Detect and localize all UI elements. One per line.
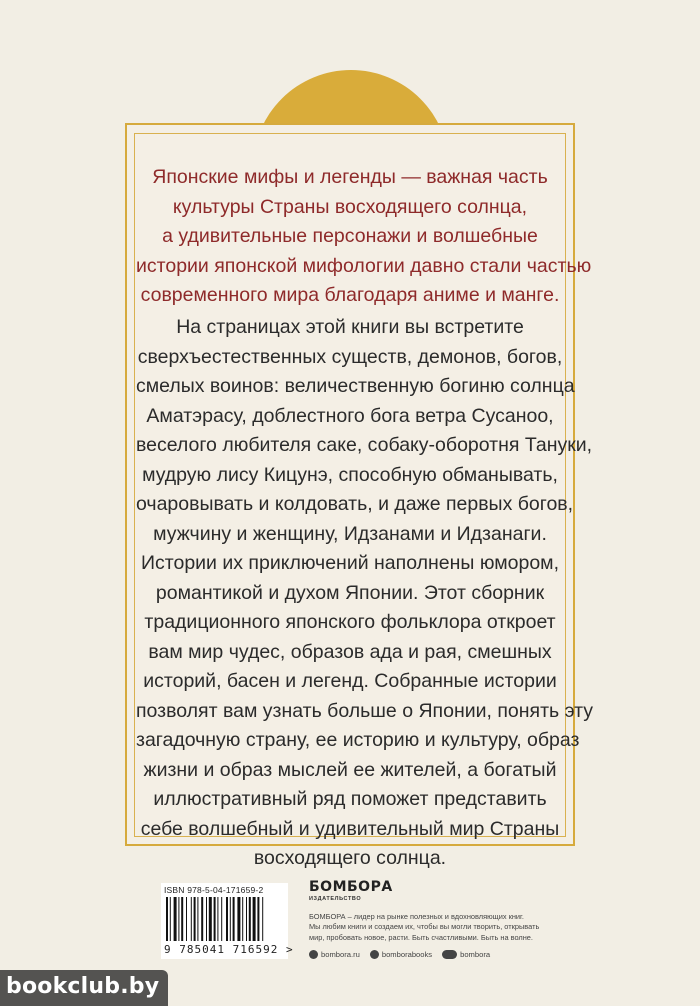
publisher-logo: БОМБОРА [309, 879, 393, 895]
publisher-desc-line: БОМБОРА – лидер на рынке полезных и вдохновляющих книг. [309, 912, 524, 921]
lead-line: истории японской мифологии давно стали частью [136, 254, 592, 277]
body-line: мужчину и женщину, Идзанами и Идзанаги. [153, 522, 547, 545]
body-line: историй, басен и легенд. Собранные истории [143, 670, 557, 692]
lead-line: культуры Страны восходящего солнца, [172, 195, 528, 218]
publisher-description [309, 912, 559, 943]
body-line: На страницах этой книги вы встретите [176, 316, 524, 338]
social-network-label: bomborabooks [381, 950, 433, 959]
lead-line: современного мира благодаря аниме и манге. [140, 284, 560, 306]
publisher-desc-line: Мы любим книги и создаем их, чтобы вы могли творить, открывать [309, 922, 540, 932]
body-line: себе волшебный и удивительный мир Страны [140, 817, 560, 840]
social-channel[interactable] [442, 950, 490, 959]
watermark-text: bookclub.by [6, 974, 160, 999]
video-icon [442, 950, 457, 959]
body-line: очаровывать и колдовать, и даже первых богов, [136, 493, 574, 515]
social-channel-label: bombora [460, 950, 491, 959]
body-line: иллюстративный ряд поможет представить [153, 788, 547, 810]
lead-line: а удивительные персонажи и волшебные [162, 225, 538, 247]
social-links [309, 950, 490, 959]
body-line: веселого любителя саке, собаку-оборотня Тануки, [136, 434, 593, 456]
social-network[interactable] [370, 950, 432, 959]
description-paragraph [136, 313, 593, 874]
body-line: Аматэрасу, доблестного бога ветра Сусаноо, [146, 404, 554, 427]
barcode-panel [161, 883, 294, 959]
globe-icon [309, 950, 318, 959]
social-icon [370, 950, 379, 959]
body-line: Истории их приключений наполнены юмором, [141, 552, 559, 574]
body-line: смелых воинов: величественную богиню солнца [136, 375, 575, 397]
lead-paragraph [136, 163, 592, 311]
social-website[interactable] [309, 950, 360, 959]
social-website-label: bombora.ru [321, 950, 360, 959]
publisher-desc-line: мир, пробовать новое, расти. Быть счастливыми. Быть на волне. [309, 932, 533, 942]
body-line: восходящего солнца. [253, 847, 447, 869]
barcode-icon [166, 897, 282, 941]
body-line: вам мир чудес, образов ада и рая, смешных [148, 640, 552, 663]
body-line: традиционного японского фольклора откроет [144, 611, 556, 633]
body-line: сверхъестественных существ, демонов, богов, [137, 345, 563, 368]
barcode-digits: 9 785041 716592 > [164, 943, 294, 956]
body-line: жизни и образ мыслей ее жителей, а богатый [143, 758, 557, 781]
publisher-subtitle: ИЗДАТЕЛЬСТВО [309, 896, 362, 902]
isbn-number: ISBN 978-5-04-171659-2 [164, 885, 264, 895]
body-line: мудрую лису Кицунэ, способную обманывать, [142, 463, 558, 486]
body-line: позволят вам узнать больше о Японии, понять эту [136, 699, 593, 722]
body-line: романтикой и духом Японии. Этот сборник [155, 581, 545, 604]
watermark [0, 970, 168, 1006]
lead-line: Японские мифы и легенды — важная часть [152, 166, 548, 188]
body-line: загадочную страну, ее историю и культуру, образ [136, 729, 580, 751]
